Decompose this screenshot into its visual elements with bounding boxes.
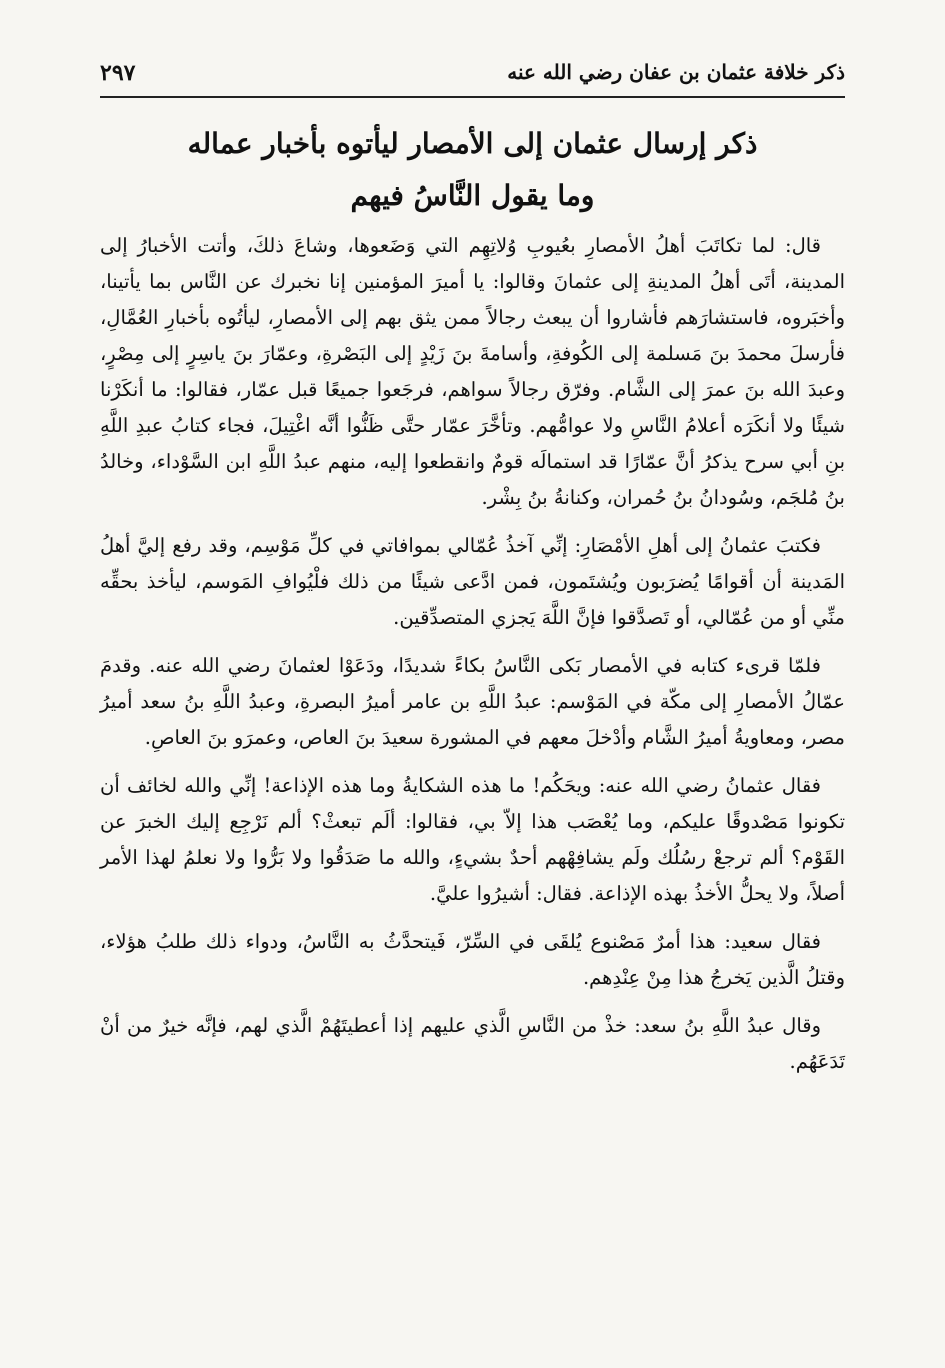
paragraph: فلمّا قرىء كتابه في الأمصار بَكى النَّاسُ بكاءً شديدًا، ودَعَوْا لعثمانَ رضي الله عنه. وقدمَ عمّالُ الأمصارِ إلى مكّة في المَوْسم: عبدُ اللَّهِ بن عامر أميرُ البصرةِ، وعبدُ اللَّهِ بنُ سعد أميرُ مصر، ومعاويةُ أميرُ الشَّام وأدْخلَ معهم في المشورة سعيدَ بنَ العاص، وعمرَو بنَ العاصِ. — [100, 654, 845, 749]
running-title: ذكر خلافة عثمان بن عفان رضي الله عنه — [507, 60, 845, 84]
page-header — [100, 52, 845, 98]
chapter-title-line-1: ذكر إرسال عثمان إلى الأمصار ليأتوه بأخبار عماله — [187, 127, 758, 160]
chapter-title-line-2: وما يقول النَّاسُ فيهم — [350, 179, 595, 212]
paragraph: قال: لما تكاتَبَ أهلُ الأمصارِ بعُيوبِ وُلاتِهِم التي وَضَعوها، وشاعَ ذلكَ، وأتت الأخبارُ إلى المدينة، أتَى أهلُ المدينةِ إلى عثمانَ وقالوا: يا أميرَ المؤمنين إنا نخبرك عن النَّاس بما يأتينا، وأخبَروه، فاستشارَهم فأشاروا أن يبعث رجالاً ممن يثق بهم إلى الأمصارِ، ليأتُوه بأخبارِ العُمَّالِ، فأرسلَ محمدَ بنَ مَسلمة إلى الكُوفةِ، وأسامةَ بنَ زَيْدٍ إلى البَصْرةِ، وعمّارَ بنَ ياسِرٍ إلى مِصْرٍ، وعبدَ الله بنَ عمرَ إلى الشَّام. وفرّق رجالاً سواهم، فرجَعوا جميعًا قبل عمّار، فقالوا: ما أنكَرْنا شيئًا ولا أنكَرَه أعلامُ النَّاسِ ولا عوامُّهم. وتأخَّرَ عمّار حتَّى ظَنُّوا أنَّه اغْتِيلَ، فجاء كتابُ عبدِ اللَّهِ بنِ أبي سرح يذكرُ أنَّ عمّارًا قد استمالَه قومٌ وانقطعوا إليه، منهم عبدُ اللَّهِ ابن السَّوْداء، وخالدُ بنُ مُلجَم، وسُودانُ بنُ حُمران، وكنانةُ بنُ بِشْر. — [100, 234, 845, 509]
page-number: ٢٩٧ — [100, 60, 136, 86]
body-text — [100, 228, 845, 1092]
chapter-title — [100, 118, 845, 222]
paragraph: فكتبَ عثمانُ إلى أهلِ الأمْصَارِ: إنِّي آخذُ عُمّالي بموافاتي في كلِّ مَوْسِم، وقد رفع إليَّ أهلُ المَدينة أن أقوامًا يُضرَبون ويُشتَمون، فمن ادَّعى شيئًا من ذلك فلْيُوافِ المَوسم، ليأخذ بحقِّه منِّي أو من عُمّالي، أو تَصدَّقوا فإنَّ اللَّهَ يَجزي المتصدِّقين. — [100, 534, 845, 629]
paragraph: وقال عبدُ اللَّهِ بنُ سعد: خذْ من النَّاسِ الَّذي عليهم إذا أعطيتَهُمْ الَّذي لهم، فإنَّه خيرٌ من أنْ تَدَعَهُم. — [100, 1014, 845, 1073]
paragraph: فقال سعيد: هذا أمرٌ مَصْنوع يُلقَى في السِّرّ، فَيتحدَّثُ به النَّاسُ، ودواء ذلك طلبُ هؤلاء، وقتلُ الَّذين يَخرجُ هذا مِنْ عِنْدِهم. — [100, 930, 845, 989]
paragraph: فقال عثمانُ رضي الله عنه: ويحَكُم! ما هذه الشكايةُ وما هذه الإذاعة! إنِّي والله لخائف أن تكونوا مَصْدوقًا عليكم، وما يُعْصَب هذا إلاّ بي، فقالوا: ألَم تبعثْ؟ ألم نَرْجِع إليك الخبرَ عن القَوْم؟ ألم ترجعْ رسُلُك ولَم يشافِهْهم أحدٌ بشيءٍ، والله ما صَدَقُوا ولا بَرُّوا ولا نعلمُ لهذا الأمر أصلاً، ولا يحلُّ الأخذُ بهذه الإذاعة. فقال: أشيرُوا عليَّ. — [100, 774, 845, 905]
